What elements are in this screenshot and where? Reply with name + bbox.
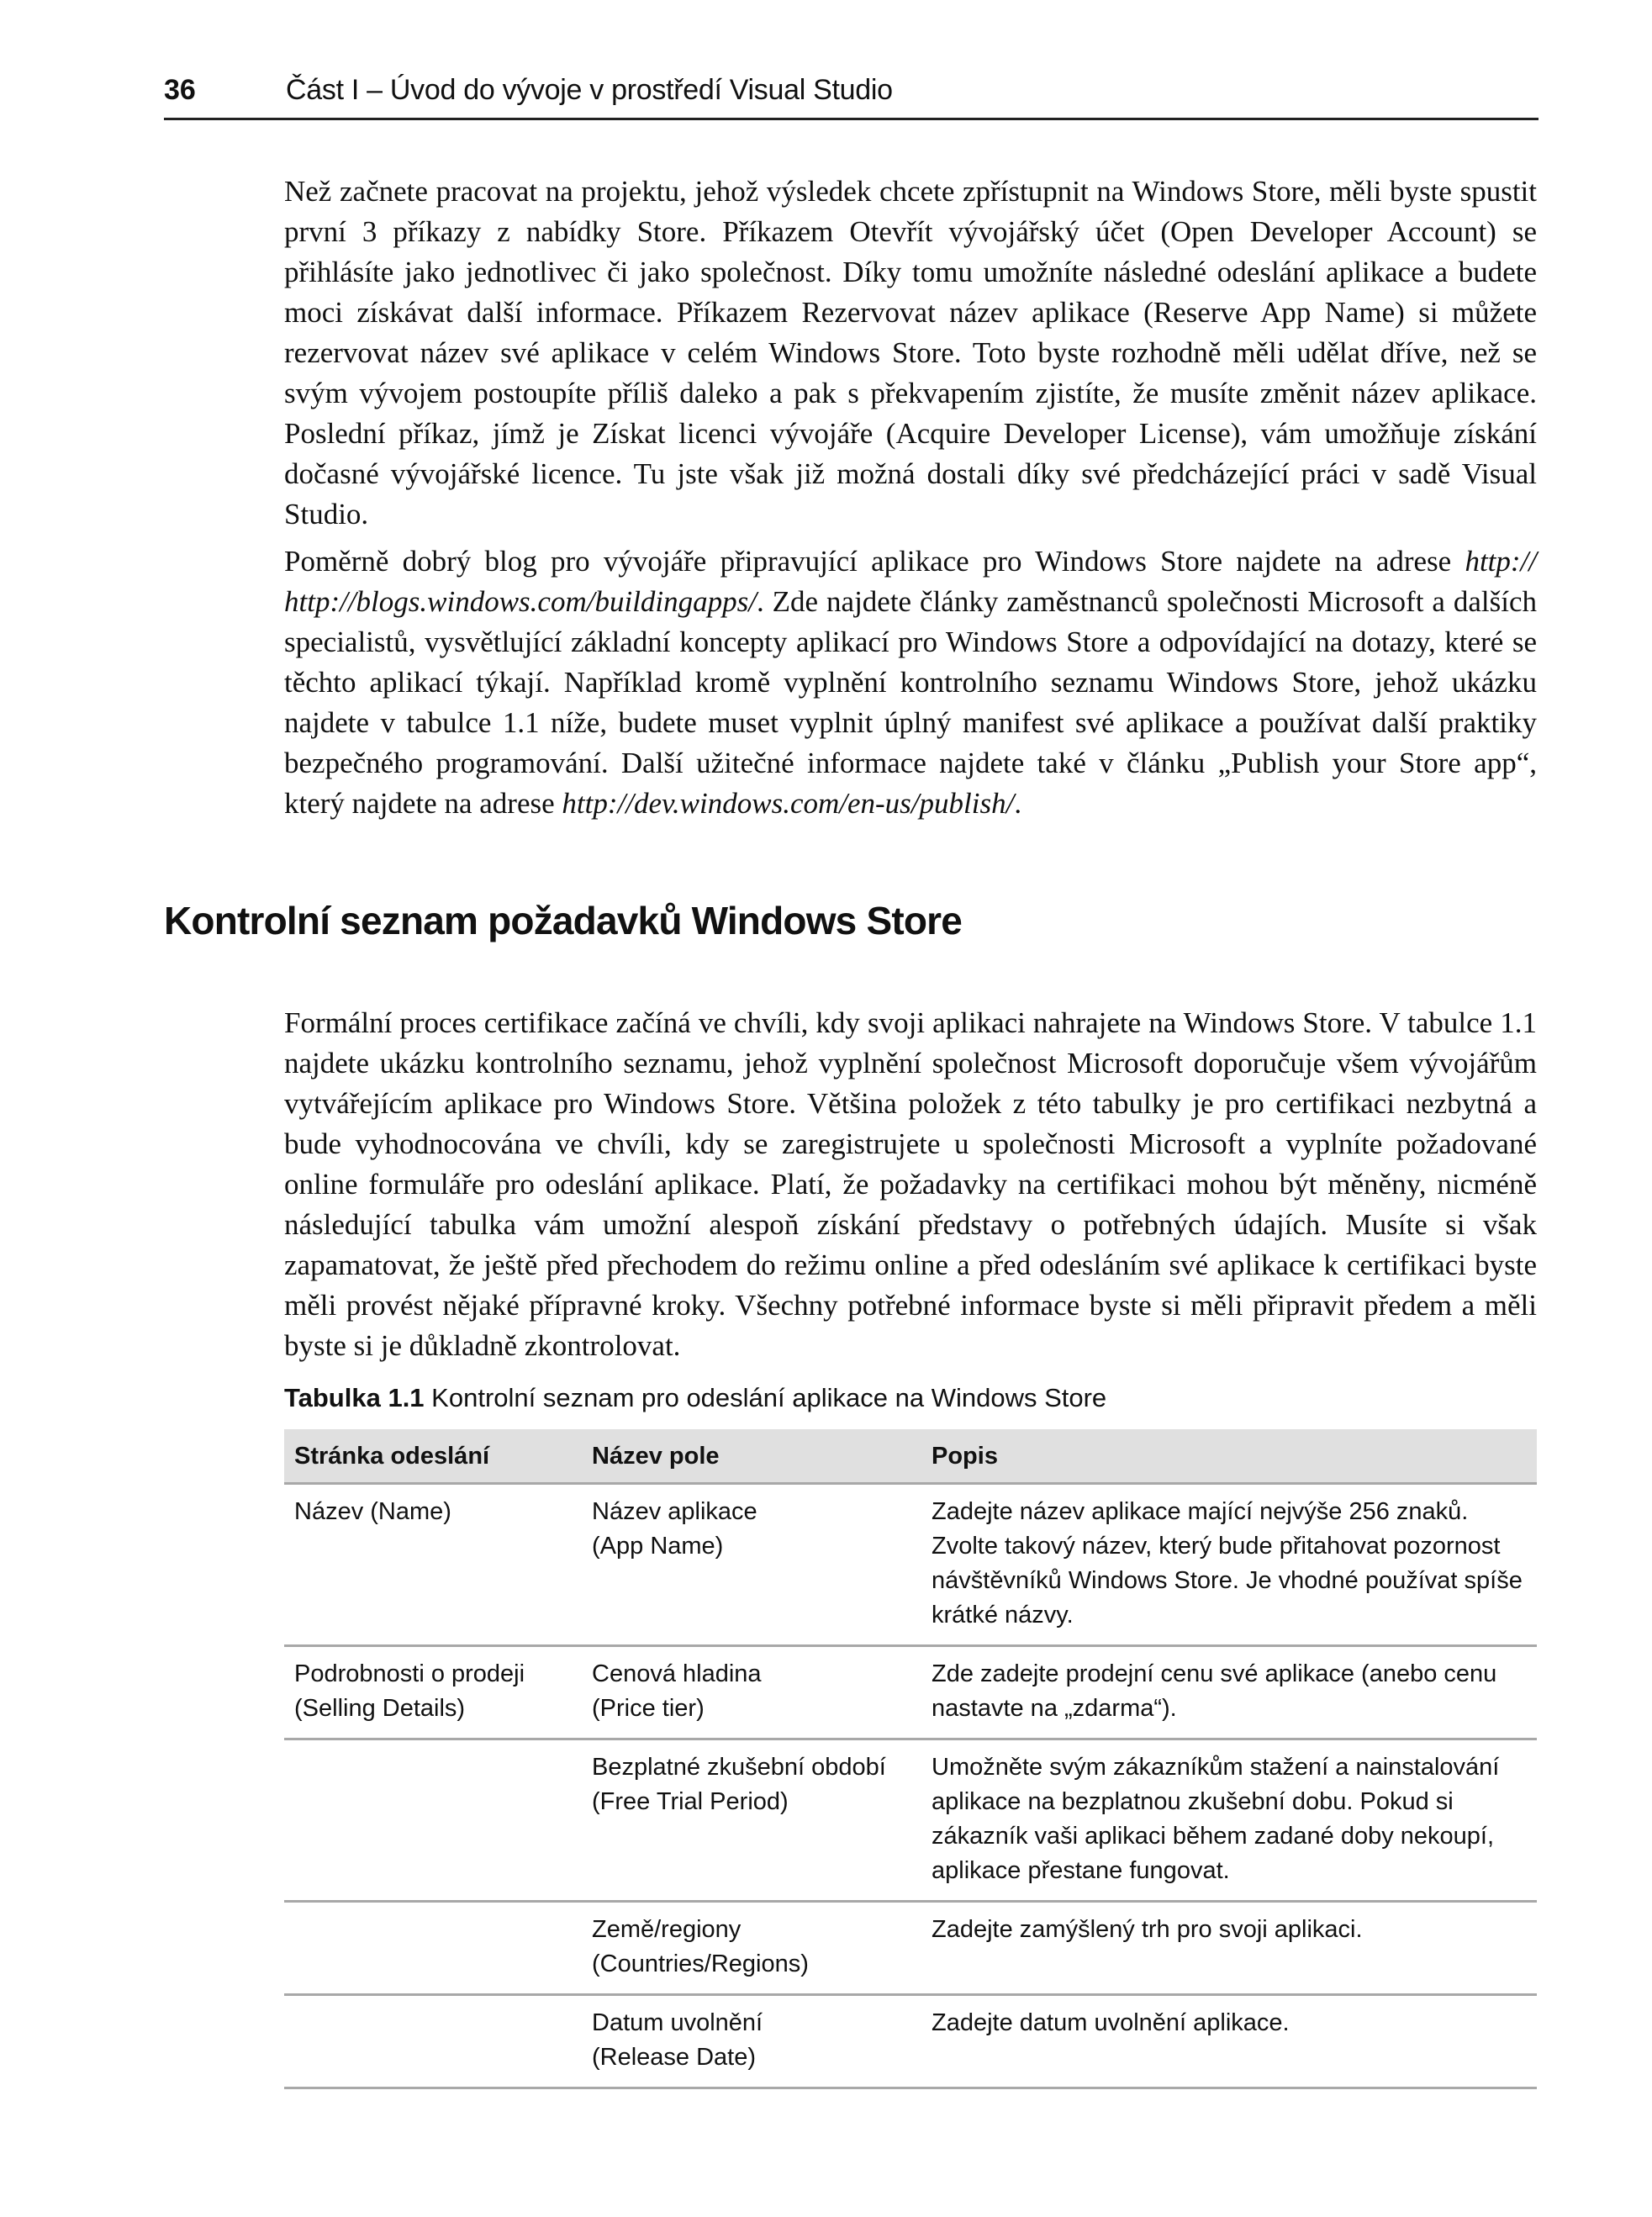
paragraph-text: . Zde najdete články zaměstnanců společnosti Microsoft a dalších specialistů, vysvětlující základní koncepty aplikací pro Windows Store a odpovídající na dotazy, které se těchto aplikací týkají. Například kromě vyplnění kontrolního seznamu Windows Store, jehož ukázku najdete v tabulce 1.1 níže, budete muset vyplnit úplný manifest své aplikace a používat další praktiky bezpečného programování. Další užitečné informace najdete také v článku „Publish your Store app“, který najdete na adrese [284,585,1537,820]
cell-text: (Price tier) [592,1695,705,1722]
column-header-page: Stránka odeslání [284,1429,582,1484]
table-row [284,1902,1537,1995]
table-row [284,1484,1537,1646]
page-number: 36 [164,74,196,106]
cell-field [582,1739,921,1902]
cell-description: Umožněte svým zákazníkům stažení a nainstalování aplikace na bezplatnou zkušební dobu. Pokud si zákazník vaši aplikaci během zadané doby nekoupí, aplikace přestane fungovat. [921,1739,1537,1902]
cell-text: Bezplatné zkušební období [592,1754,886,1781]
cell-page [284,1739,582,1902]
table-row [284,1646,1537,1739]
cell-text: (Selling Details) [294,1695,466,1722]
cell-text: Název aplikace [592,1498,757,1525]
cell-page [284,1646,582,1739]
table-caption-label: Tabulka 1.1 [284,1383,425,1412]
cell-text: Datum uvolnění [592,2009,763,2036]
cell-field [582,1484,921,1646]
cell-text: Podrobnosti o prodeji [294,1660,525,1687]
page-header [164,74,1539,120]
paragraph-text: Poměrně dobrý blog pro vývojáře připravující aplikace pro Windows Store najdete na adrese [284,545,1465,578]
cell-page [284,1484,582,1646]
section-heading: Kontrolní seznam požadavků Windows Store [164,899,963,942]
cell-text: (Free Trial Period) [592,1788,789,1815]
cell-field [582,1995,921,2088]
table-caption-text: Kontrolní seznam pro odeslání aplikace na Windows Store [424,1383,1107,1412]
cell-description: Zadejte datum uvolnění aplikace. [921,1995,1537,2088]
cell-text: (Countries/Regions) [592,1950,809,1977]
column-header-description: Popis [921,1429,1537,1484]
table-row [284,1739,1537,1902]
cell-text: (Release Date) [592,2044,757,2071]
checklist-table [284,1429,1537,2089]
cell-description: Zde zadejte prodejní cenu své aplikace (anebo cenu nastavte na „zdarma“). [921,1646,1537,1739]
running-title: Část I – Úvod do vývoje v prostředí Visual Studio [286,74,893,106]
paragraph-certification: Formální proces certifikace začíná ve chvíli, kdy svoji aplikaci nahrajete na Windows Store. V tabulce 1.1 najdete ukázku kontrolního seznamu, jehož vyplnění společnost Microsoft doporučuje všem vývojářům vytvářejícím aplikace pro Windows Store. Většina položek z této tabulky je pro certifikaci nezbytná a bude vyhodnocována ve chvíli, kdy se zaregistrujete u společnosti Microsoft a vyplníte požadované online formuláře pro odeslání aplikace. Platí, že požadavky na certifikaci mohou být měněny, nicméně následující tabulka vám umožní alespoň získání představy o potřebných údajích. Musíte si však zapamatovat, že ještě před přechodem do režimu online a před odesláním své aplikace k certifikaci byste měli provést nějaké přípravné kroky. Všechny potřebné informace byste si měli připravit předem a měli byste si je důkladně zkontrolovat. [284,1006,1537,1362]
blog-url-link[interactable]: http:// http://blogs.windows.com/buildingapps/ [284,545,1537,618]
cell-text: Cenová hladina [592,1660,762,1687]
table-caption [284,1383,1106,1413]
publish-url-link[interactable]: http://dev.windows.com/en-us/publish/ [562,787,1015,820]
column-header-field: Název pole [582,1429,921,1484]
cell-description: Zadejte název aplikace mající nejvýše 256 znaků. Zvolte takový název, který bude přitahovat pozornost návštěvníků Windows Store. Je vhodné používat spíše krátké názvy. [921,1484,1537,1646]
cell-page [284,1995,582,2088]
cell-text: (App Name) [592,1533,724,1560]
cell-field [582,1902,921,1995]
cell-page [284,1902,582,1995]
paragraph-store-commands: Než začnete pracovat na projektu, jehož výsledek chcete zpřístupnit na Windows Store, měli byste spustit první 3 příkazy z nabídky Store. Příkazem Otevřít vývojářský účet (Open Developer Account) se přihlásíte jako jednotlivec či jako společnost. Díky tomu umožníte následné odeslání aplikace a budete moci získávat další informace. Příkazem Rezervovat název aplikace (Reserve App Name) si můžete rezervovat název své aplikace v celém Windows Store. Toto byste rozhodně měli udělat dříve, než se svým vývojem postoupíte příliš daleko a pak s překvapením zjistíte, že musíte změnit název aplikace. Poslední příkaz, jímž je Získat licenci vývojáře (Acquire Developer License), vám umožňuje získání dočasné vývojářské licence. Tu jste však již možná dostali díky své předcházející práci v sadě Visual Studio. [284,175,1537,530]
cell-text: Země/regiony [592,1916,742,1943]
table-row [284,1995,1537,2088]
paragraph-blog [284,541,1537,824]
table-header-row [284,1429,1537,1484]
cell-description: Zadejte zamýšlený trh pro svoji aplikaci. [921,1902,1537,1995]
cell-field [582,1646,921,1739]
paragraph-text: . [1014,787,1022,820]
cell-text: Název (Name) [294,1498,451,1525]
